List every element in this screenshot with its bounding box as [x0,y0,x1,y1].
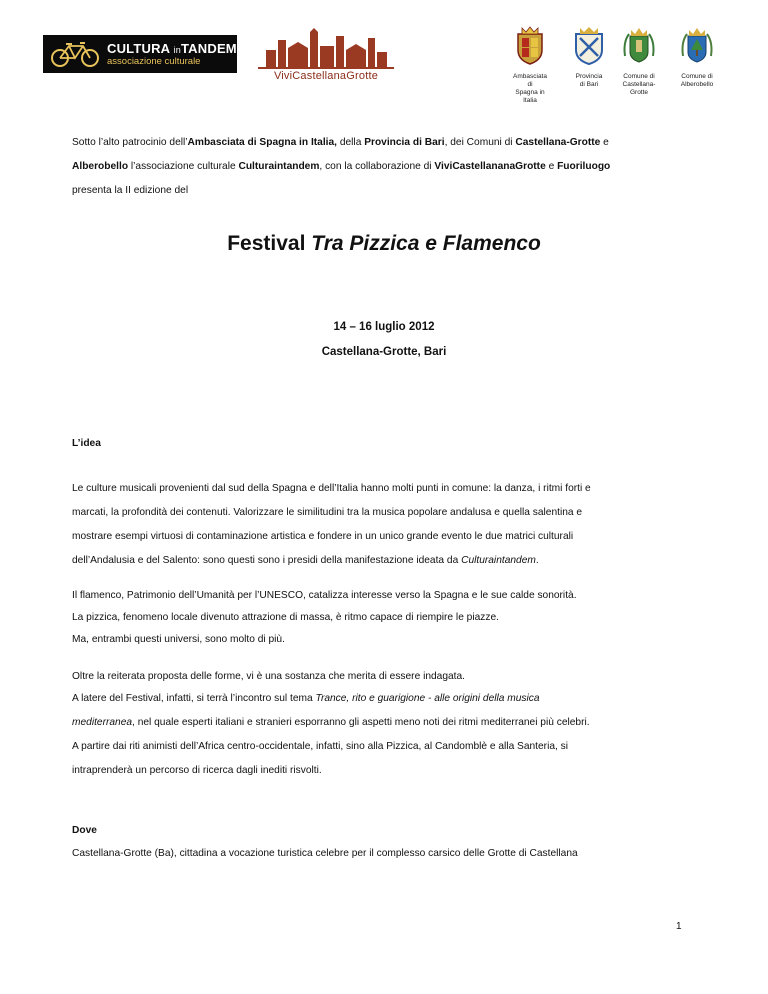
crest-castellana: Comune di Castellana-Grotte [621,26,657,97]
festival-location: Castellana-Grotte, Bari [321,346,447,358]
crest-spain: Ambasciata di Spagna in Italia [512,26,548,105]
bicycle-icon [49,40,101,68]
alberobello-crest-icon [679,26,715,66]
spain-crest-icon [512,26,548,66]
intro-line-3: presenta la II edizione del [72,185,189,196]
idea-p2-line-1: Il flamenco, Patrimonio dell’Umanità per l’UNESCO, catalizza interesse verso la Spagna e le sue calde sonorità. [72,590,577,601]
culturaintandem-logo: CULTURA inTANDEM associazione culturale [43,35,237,73]
festival-dates: 14 – 16 luglio 2012 [333,321,435,333]
idea-p3-line-4: A partire dai riti animisti dell’Africa centro-occidentale, infatti, sino alla Pizzica, al Candomblè e alla Santeria, si [72,741,569,752]
section-heading-dove: Dove [72,825,97,836]
idea-p2-line-2: La pizzica, fenomeno locale divenuto attrazione di massa, è ritmo capace di riempire le piazze. [72,612,499,623]
bari-crest-icon [571,26,607,66]
vivicastellanagrotte-logo [258,26,394,92]
idea-p3-line-5: intraprenderà un percorso di ricerca dagli inediti risvolti. [72,765,322,776]
crest-bari: Provincia di Bari [571,26,607,89]
idea-p1-line-2: marcati, la profondità dei contenuti. Valorizzare le similitudini tra la musica popolare andalusa e quella salentina e [72,507,583,518]
idea-p1-line-3: mostrare esempi virtuosi di contaminazione artistica e fondere in un unico grande evento le due matrici culturali [72,531,574,542]
section-heading-idea: L’idea [72,438,101,449]
festival-title: Festival Tra Pizzica e Flamenco [227,232,541,255]
idea-p2-line-3: Ma, entrambi questi universi, sono molto di più. [72,634,285,645]
intro-line-1: Sotto l’alto patrocinio dell’Ambasciata di Spagna in Italia, della Provincia di Bari, dei Comuni di Castellana-Grotte e [72,137,609,148]
idea-p1-line-4: dell’Andalusia e del Salento: sono questi sono i presidi della manifestazione ideata da Culturaintandem. [72,555,539,566]
dove-line-1: Castellana-Grotte (Ba), cittadina a vocazione turistica celebre per il complesso carsico delle Grotte di Castellana [72,848,578,859]
crest-alberobello: Comune di Alberobello [679,26,715,89]
idea-p3-line-3: mediterranea, nel quale esperti italiani e stranieri esporranno gli aspetti meno noti dei ritmi mediterranei più celebri. [72,717,590,728]
page-number: 1 [676,921,682,932]
castle-skyline-icon [258,26,394,70]
idea-p3-line-1: Oltre la reiterata proposta delle forme, vi è una sostanza che merita di essere indagata. [72,671,465,682]
idea-p3-line-2: A latere del Festival, infatti, si terrà l’incontro sul tema Trance, rito e guarigione - alle origini della musica [72,693,540,704]
vivi-logo-name: ViviCastellanaGrotte [273,70,379,82]
castellana-crest-icon [621,26,657,66]
idea-p1-line-1: Le culture musicali provenienti dal sud della Spagna e dell’Italia hanno molti punti in comune: la danza, i ritmi forti e [72,483,591,494]
intro-line-2: Alberobello l’associazione culturale Culturaintandem, con la collaborazione di ViviCastellananaGrotte e Fuoriluogo [72,161,611,172]
